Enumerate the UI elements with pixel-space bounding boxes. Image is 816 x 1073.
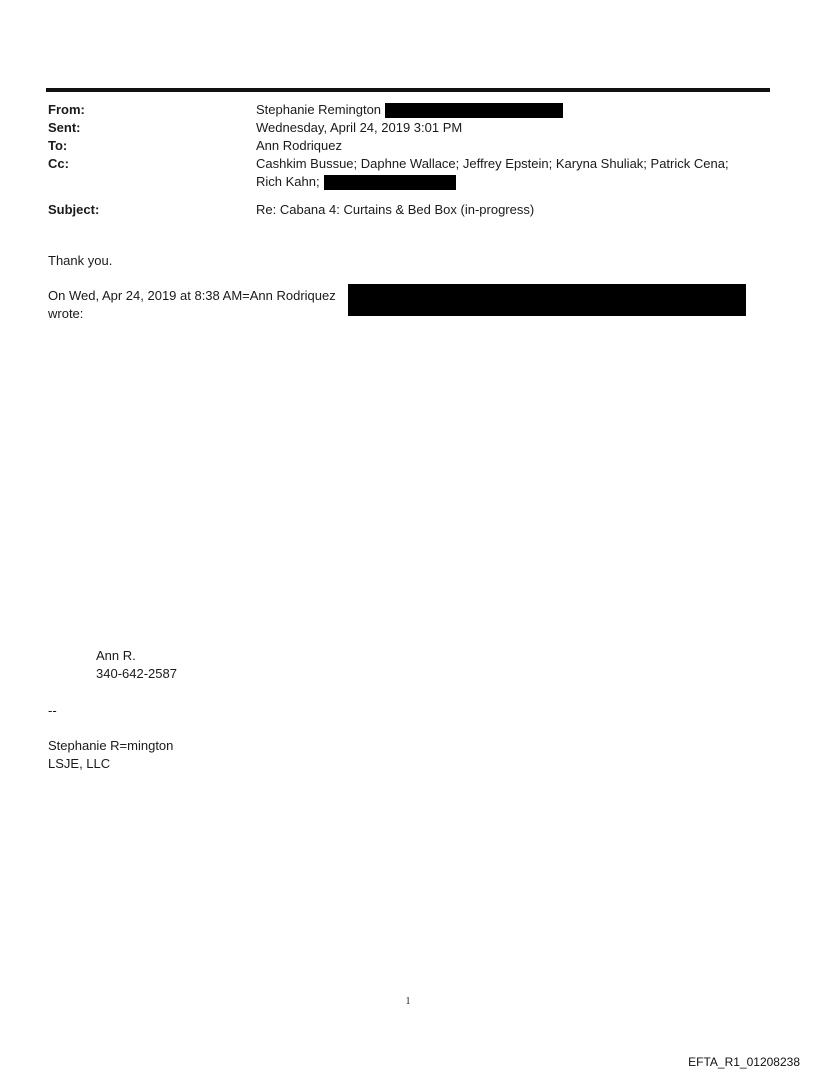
quote-line-2: wrote: — [48, 306, 84, 321]
sent-label: Sent: — [48, 120, 81, 135]
cc-value — [256, 155, 756, 191]
sender-signature-name: Stephanie R=mington — [48, 738, 174, 753]
redaction-box — [385, 103, 563, 118]
to-row — [48, 137, 772, 155]
sent-row — [48, 119, 772, 137]
cc-label: Cc: — [48, 156, 69, 171]
page-number: 1 — [405, 996, 411, 1007]
signature-separator: -- — [48, 703, 57, 718]
from-label: From: — [48, 102, 85, 117]
header-rule — [46, 88, 770, 92]
quote-line-1: On Wed, Apr 24, 2019 at 8:38 AM=Ann Rodriquez — [48, 288, 336, 303]
cc-row — [48, 155, 772, 191]
to-value: Ann Rodriquez — [256, 138, 342, 153]
ann-signature-name: Ann R. — [96, 648, 136, 663]
from-name: Stephanie Remington — [256, 102, 382, 117]
to-label: To: — [48, 138, 68, 153]
ann-signature-phone: 340-642-2587 — [96, 666, 177, 681]
subject-row — [48, 201, 772, 219]
redaction-box — [324, 175, 456, 190]
quote-attribution — [48, 287, 348, 323]
email-header — [48, 101, 772, 219]
from-value — [256, 101, 756, 119]
redaction-box — [348, 284, 746, 316]
body-thanks: Thank you. — [48, 253, 113, 268]
cc-names: Cashkim Bussue; Daphne Wallace; Jeffrey Epstein; Karyna Shuliak; Patrick Cena; Rich Kahn; — [256, 156, 729, 189]
sender-signature — [48, 737, 173, 773]
sender-signature-company: LSJE, LLC — [48, 756, 111, 771]
subject-value: Re: Cabana 4: Curtains & Bed Box (in-progress) — [256, 202, 535, 217]
bates-number: EFTA_R1_01208238 — [688, 1055, 800, 1069]
from-row — [48, 101, 772, 119]
sent-value: Wednesday, April 24, 2019 3:01 PM — [256, 120, 463, 135]
subject-label: Subject: — [48, 202, 100, 217]
ann-signature — [96, 647, 177, 683]
